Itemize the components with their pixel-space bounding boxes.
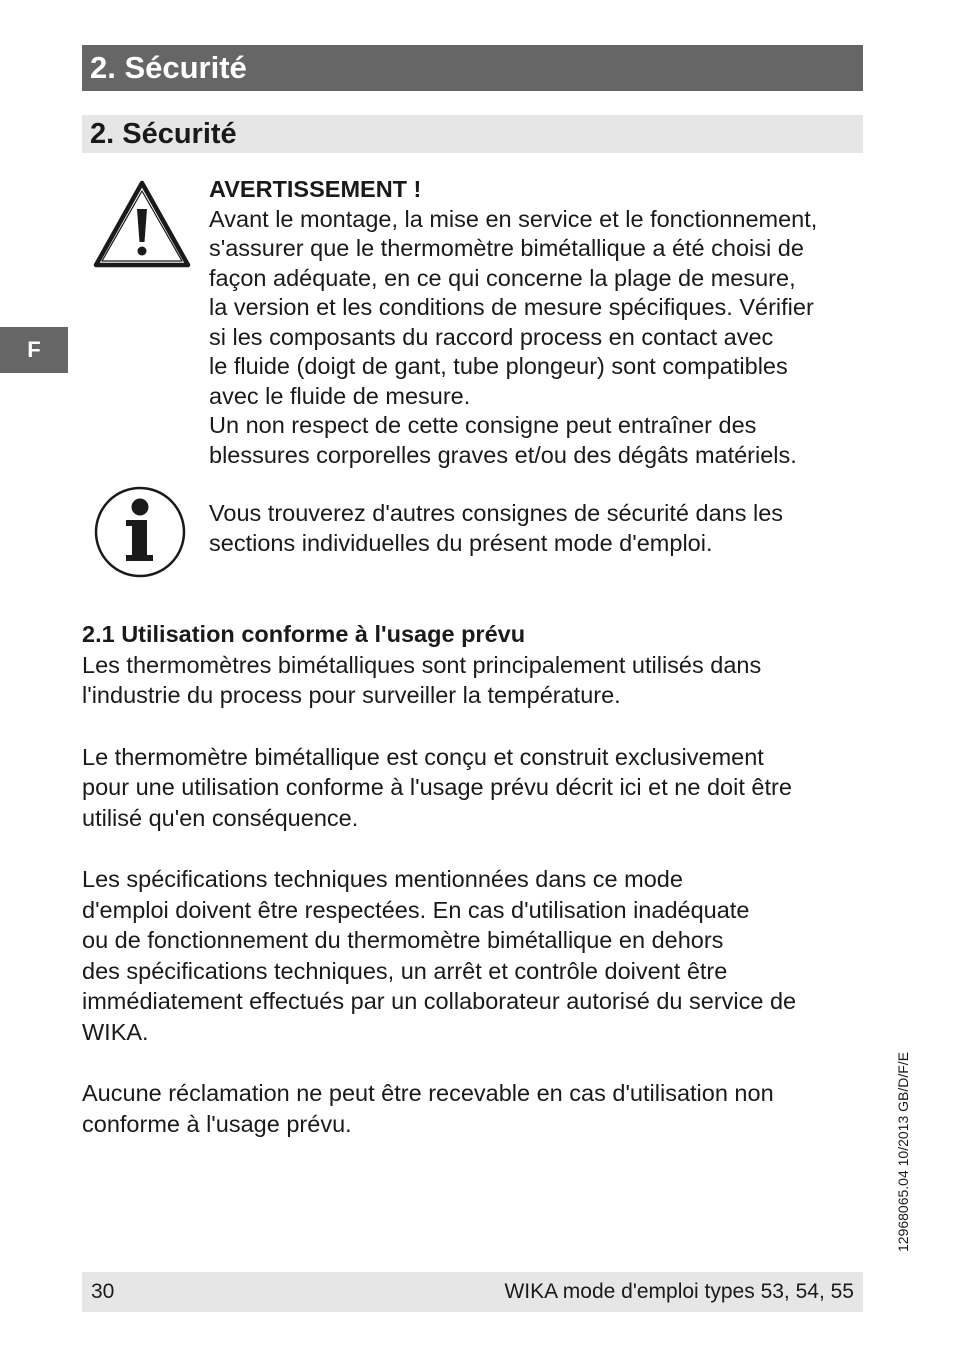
page-number: 30	[91, 1280, 115, 1303]
warning-line: le fluide (doigt de gant, tube plongeur) sont compatibles	[209, 353, 788, 379]
language-tab: F	[0, 327, 68, 373]
warning-line: si les composants du raccord process en contact avec	[209, 323, 774, 350]
paragraph-line: pour une utilisation conforme à l'usage prévu décrit ici et ne doit être	[82, 774, 792, 800]
info-line: sections individuelles du présent mode d'emploi.	[209, 529, 713, 556]
paragraph	[82, 650, 872, 711]
paragraph	[82, 742, 872, 834]
header-title: 2. Sécurité	[82, 45, 863, 91]
section-title: 2. Sécurité	[82, 115, 863, 153]
paragraph-line: d'emploi doivent être respectées. En cas d'utilisation inadéquate	[82, 896, 750, 923]
paragraph-line: utilisé qu'en conséquence.	[82, 804, 359, 831]
warning-line: Avant le montage, la mise en service et le fonctionnement,	[209, 205, 818, 232]
paragraph	[82, 1078, 872, 1139]
paragraph-line: Le thermomètre bimétallique est conçu et construit exclusivement	[82, 743, 764, 770]
info-block	[209, 499, 869, 558]
paragraph-line: Les thermomètres bimétalliques sont principalement utilisés dans	[82, 651, 762, 678]
document-code: 12968065.04 10/2013 GB/D/F/E	[895, 1051, 911, 1252]
paragraph-line: l'industrie du process pour surveiller la température.	[82, 682, 621, 708]
footer-title: WIKA mode d'emploi types 53, 54, 55	[504, 1280, 854, 1303]
warning-line: blessures corporelles graves et/ou des dégâts matériels.	[209, 441, 797, 468]
warning-line: avec le fluide de mesure.	[209, 382, 471, 409]
warning-line: la version et les conditions de mesure spécifiques. Vérifier	[209, 294, 814, 320]
warning-title: AVERTISSEMENT !	[209, 176, 422, 202]
warning-line: s'assurer que le thermomètre bimétallique a été choisi de	[209, 235, 804, 261]
warning-block	[209, 175, 869, 470]
footer	[82, 1272, 863, 1312]
warning-line: façon adéquate, en ce qui concerne la plage de mesure,	[209, 264, 796, 291]
warning-triangle-icon	[93, 179, 191, 269]
subsection-title: 2.1 Utilisation conforme à l'usage prévu	[82, 621, 526, 647]
paragraph-line: immédiatement effectués par un collaborateur autorisé du service de	[82, 988, 797, 1014]
paragraph-line: WIKA.	[82, 1018, 149, 1045]
paragraph-line: des spécifications techniques, un arrêt et contrôle doivent être	[82, 957, 728, 984]
warning-line: Un non respect de cette consigne peut entraîner des	[209, 412, 757, 438]
subsection	[82, 619, 872, 1170]
paragraph	[82, 864, 872, 1047]
paragraph-line: ou de fonctionnement du thermomètre bimétallique en dehors	[82, 927, 724, 953]
paragraph-line: conforme à l'usage prévu.	[82, 1110, 352, 1137]
info-icon	[93, 485, 187, 579]
paragraph-line: Aucune réclamation ne peut être recevable en cas d'utilisation non	[82, 1080, 774, 1106]
paragraph-line: Les spécifications techniques mentionnées dans ce mode	[82, 866, 683, 892]
info-line: Vous trouverez d'autres consignes de sécurité dans les	[209, 500, 784, 526]
